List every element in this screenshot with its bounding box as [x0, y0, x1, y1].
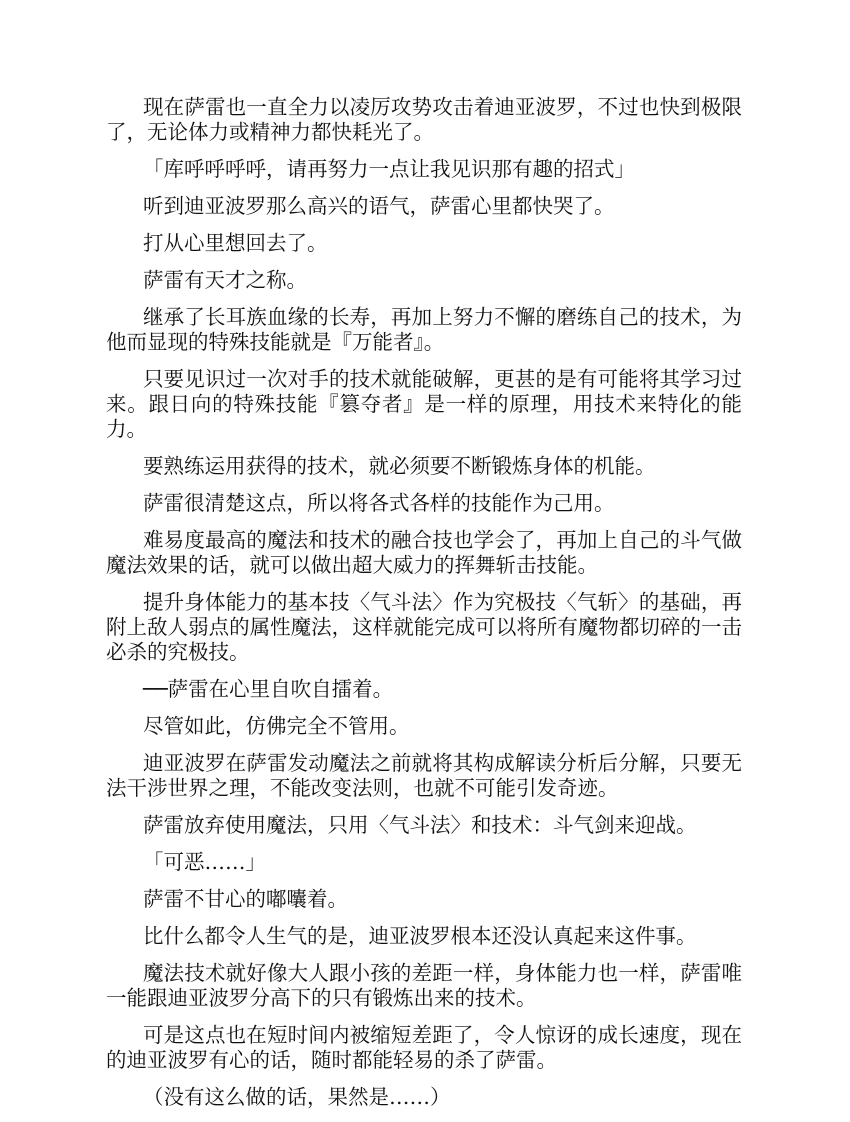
- paragraph: 魔法技术就好像大人跟小孩的差距一样，身体能力也一样，萨雷唯一能跟迪亚波罗分高下的只有锻炼出来的技术。: [106, 961, 742, 1010]
- paragraph: （没有这么做的话，果然是……）: [143, 1085, 451, 1109]
- paragraph: 萨雷放弃使用魔法，只用〈气斗法〉和技术：斗气剑来迎战。: [143, 813, 697, 837]
- paragraph: 萨雷有天才之称。: [143, 268, 307, 292]
- paragraph: 「库呼呼呼呼，请再努力一点让我见识那有趣的招式」: [143, 157, 635, 181]
- paragraph: 听到迪亚波罗那么高兴的语气，萨雷心里都快哭了。: [143, 194, 615, 218]
- paragraph: 迪亚波罗在萨雷发动魔法之前就将其构成解读分析后分解，只要无法干涉世界之理，不能改变法则，也就不可能引发奇迹。: [106, 751, 742, 800]
- paragraph: 「可恶……」: [143, 850, 266, 874]
- paragraph: ──萨雷在心里自吹自擂着。: [143, 677, 394, 701]
- paragraph: 继承了长耳族血缘的长寿，再加上努力不懈的磨练自己的技术，为他而显现的特殊技能就是『万能者』。: [106, 305, 742, 354]
- paragraph: 难易度最高的魔法和技术的融合技也学会了，再加上自己的斗气做魔法效果的话，就可以做出超大威力的挥舞斩击技能。: [106, 528, 742, 577]
- paragraph: 要熟练运用获得的技术，就必须要不断锻炼身体的机能。: [143, 454, 656, 478]
- document-body: [106, 95, 742, 1122]
- paragraph: 只要见识过一次对手的技术就能破解，更甚的是有可能将其学习过来。跟日向的特殊技能『篡夺者』是一样的原理，用技术来特化的能力。: [106, 367, 742, 441]
- paragraph: 萨雷不甘心的嘟囔着。: [143, 887, 348, 911]
- paragraph: 可是这点也在短时间内被缩短差距了，令人惊讶的成长速度，现在的迪亚波罗有心的话，随时都能轻易的杀了萨雷。: [106, 1023, 742, 1072]
- paragraph: 比什么都令人生气的是，迪亚波罗根本还没认真起来这件事。: [143, 924, 697, 948]
- paragraph: 现在萨雷也一直全力以凌厉攻势攻击着迪亚波罗，不过也快到极限了，无论体力或精神力都快耗光了。: [106, 95, 742, 144]
- paragraph: 提升身体能力的基本技〈气斗法〉作为究极技〈气斩〉的基础，再附上敌人弱点的属性魔法，这样就能完成可以将所有魔物都切碎的一击必杀的究极技。: [106, 590, 742, 664]
- paragraph: 打从心里想回去了。: [143, 231, 328, 255]
- paragraph: 尽管如此，仿佛完全不管用。: [143, 714, 410, 738]
- paragraph: 萨雷很清楚这点，所以将各式各样的技能作为己用。: [143, 491, 615, 515]
